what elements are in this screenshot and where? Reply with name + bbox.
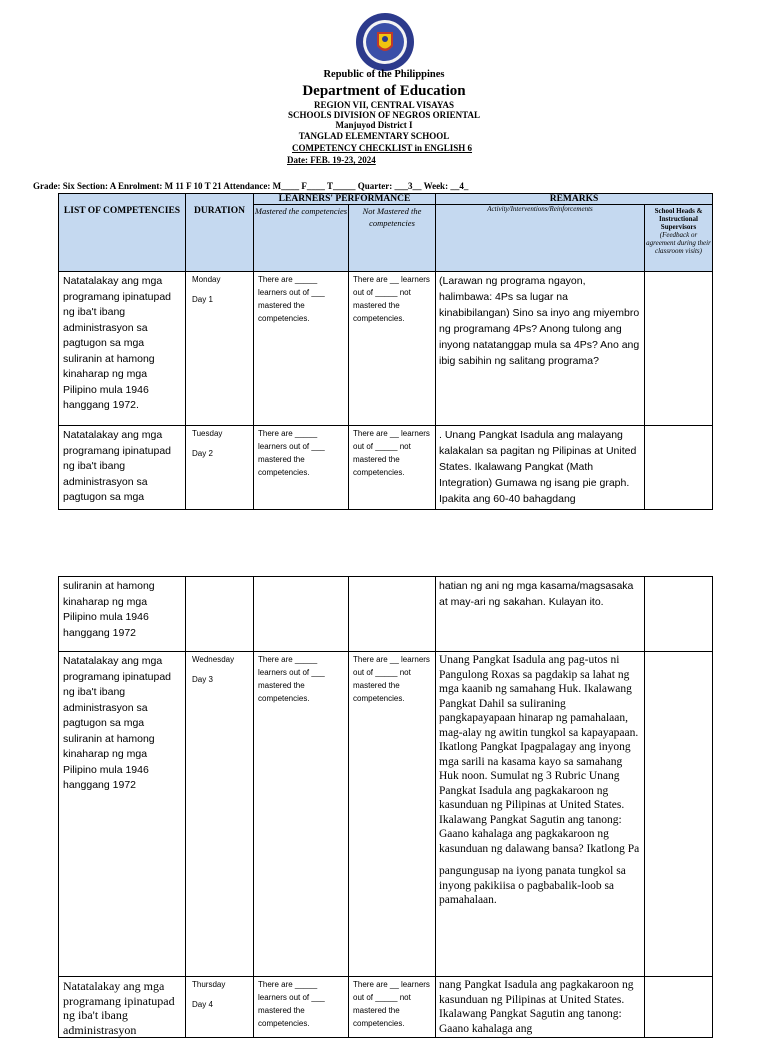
competency-table-page1 [58, 193, 713, 510]
remarks-cell: (Larawan ng programa ngayon, halimbawa: 4Ps sa lugar na kinabibilangan) Sino sa inyo ang miyembro ng programang 4Ps? Anong tulong ang inyong natatanggap mula sa 4Ps? Ano ang ibig sabihin ng salitang programa? [436, 272, 645, 426]
header-not-mastered: Not Mastered the competencies [349, 205, 436, 272]
not-mastered-cell: There are __ learners out of _____ not mastered the competencies. [349, 977, 436, 1038]
header-district: Manjuyod District I [335, 120, 413, 130]
remarks-cell: nang Pangkat Isadula ang pagkakaroon ng kasunduan ng Pilipinas at United States. Ikalawang Pangkat Sagutin ang tanong: Gaano kahalaga ang [436, 977, 645, 1038]
header-remarks: REMARKS [436, 194, 713, 205]
day-number: Day 1 [192, 295, 213, 304]
supervisor-feedback-cell [645, 652, 713, 977]
mastered-cell: There are _____ learners out of ___ mastered the competencies. [254, 652, 349, 977]
header-school: TANGLAD ELEMENTARY SCHOOL [298, 131, 450, 141]
header-supervisors-note: (Feedback or agreement during their classroom visits) [646, 231, 711, 255]
header-learners-performance: LEARNERS' PERFORMANCE [254, 194, 436, 205]
duration-cell [186, 977, 254, 1038]
day-number: Day 3 [192, 675, 213, 684]
day-number: Day 4 [192, 1000, 213, 1009]
remarks-paragraph: Unang Pangkat Isadula ang pag-utos ni Pangulong Roxas sa pagdakip sa lahat ng mga kaanib ng samahang Huk. Ikalawang Pangkat Dahil sa suliraning pangkapayapaan hinarap ng pamahalaan, mag-alay ng awitin tungkol sa kapayapaan. Ikatlong Pangkat Ipagpalagay ang inyong mga sarili na kasama kayo sa samahang Huk noon. Sumulat ng 3 Rubric Unang Pangkat Isadula ang pagkakaroon ng kasunduan ng Pilipinas at United States. Ikalawang Pangkat Sagutin ang tanong: Gaano kahalaga ang pagkakaroon ng kasunduan ng dalawang bansa? Ikatlong Pa [439, 654, 640, 855]
remarks-cell: . Unang Pangkat Isadula ang malayang kalakalan sa pagitan ng Pilipinas at United States. Ikalawang Pangkat (Math Integration) Gumawa ng isang pie graph. Ipakita ang 60-40 bahagdang [436, 426, 645, 510]
header-duration: DURATION [186, 194, 254, 272]
mastered-cell: There are _____ learners out of ___ mastered the competencies. [254, 272, 349, 426]
header-activity: Activity/Interventions/Reinforcements [436, 205, 645, 272]
day-name: Tuesday [192, 429, 223, 438]
day-name: Monday [192, 275, 221, 284]
competency-cell: Natatalakay ang mga programang ipinatupad ng iba't ibang administrasyon sa pagtugon sa mga suliranin at hamong kinaharap ng mga Pilipino mula 1946 hanggang 1972. [59, 272, 186, 426]
remarks-cell: hatian ng ani ng mga kasama/magsasaka at may-ari ng sakahan. Kulayan ito. [436, 577, 645, 652]
not-mastered-cell: There are __ learners out of _____ not mastered the competencies. [349, 426, 436, 510]
header-supervisors [645, 205, 713, 272]
competency-table-page2 [58, 576, 713, 1038]
competency-cell: Natatalakay ang mga programang ipinatupad ng iba't ibang administrasyon [59, 977, 186, 1038]
day-number: Day 2 [192, 449, 213, 458]
supervisor-feedback-cell [645, 577, 713, 652]
checklist-date: Date: FEB. 19-23, 2024 [287, 155, 376, 165]
table-row [59, 272, 713, 426]
duration-cell [186, 652, 254, 977]
competency-cell: Natatalakay ang mga programang ipinatupad ng iba't ibang administrasyon sa pagtugon sa mga suliranin at hamong kinaharap ng mga Pilipino mula 1946 hanggang 1972 [59, 652, 186, 977]
table-row [59, 977, 713, 1038]
header-department: Department of Education [302, 83, 466, 99]
mastered-cell [254, 577, 349, 652]
header-republic: Republic of the Philippines [323, 69, 445, 80]
duration-cell [186, 577, 254, 652]
remarks-paragraph: pangungusap na iyong panata tungkol sa inyong pakikiisa o pagbabalik-loob sa pamahalaan. [439, 865, 626, 906]
not-mastered-cell: There are __ learners out of _____ not mastered the competencies. [349, 652, 436, 977]
class-info-line: Grade: Six Section: A Enrolment: M 11 F 10 T 21 Attendance: M____ F____ T_____ Quarter: ___3__ Week: __4_ [33, 181, 469, 191]
competency-cell: suliranin at hamong kinaharap ng mga Pilipino mula 1946 hanggang 1972 [59, 577, 186, 652]
deped-seal-logo [355, 12, 415, 72]
not-mastered-cell [349, 577, 436, 652]
duration-cell [186, 272, 254, 426]
supervisor-feedback-cell [645, 426, 713, 510]
day-name: Wednesday [192, 655, 235, 664]
table-row [59, 652, 713, 977]
header-supervisors-title: School Heads & Instructional Supervisors [654, 207, 703, 231]
table-row [59, 577, 713, 652]
checklist-title: COMPETENCY CHECKLIST in ENGLISH 6 [291, 143, 473, 153]
table-row [59, 426, 713, 510]
mastered-cell: There are _____ learners out of ___ mastered the competencies. [254, 426, 349, 510]
header-list-of-competencies: LIST OF COMPETENCIES [59, 194, 186, 272]
not-mastered-cell: There are __ learners out of _____ not mastered the competencies. [349, 272, 436, 426]
supervisor-feedback-cell [645, 977, 713, 1038]
header-mastered: Mastered the competencies [254, 205, 349, 272]
header-division: SCHOOLS DIVISION OF NEGROS ORIENTAL [287, 110, 481, 120]
header-region: REGION VII, CENTRAL VISAYAS [313, 100, 455, 110]
remarks-cell [436, 652, 645, 977]
mastered-cell: There are _____ learners out of ___ mastered the competencies. [254, 977, 349, 1038]
day-name: Thursday [192, 980, 226, 989]
competency-cell: Natatalakay ang mga programang ipinatupad ng iba't ibang administrasyon sa pagtugon sa mga [59, 426, 186, 510]
duration-cell [186, 426, 254, 510]
supervisor-feedback-cell [645, 272, 713, 426]
